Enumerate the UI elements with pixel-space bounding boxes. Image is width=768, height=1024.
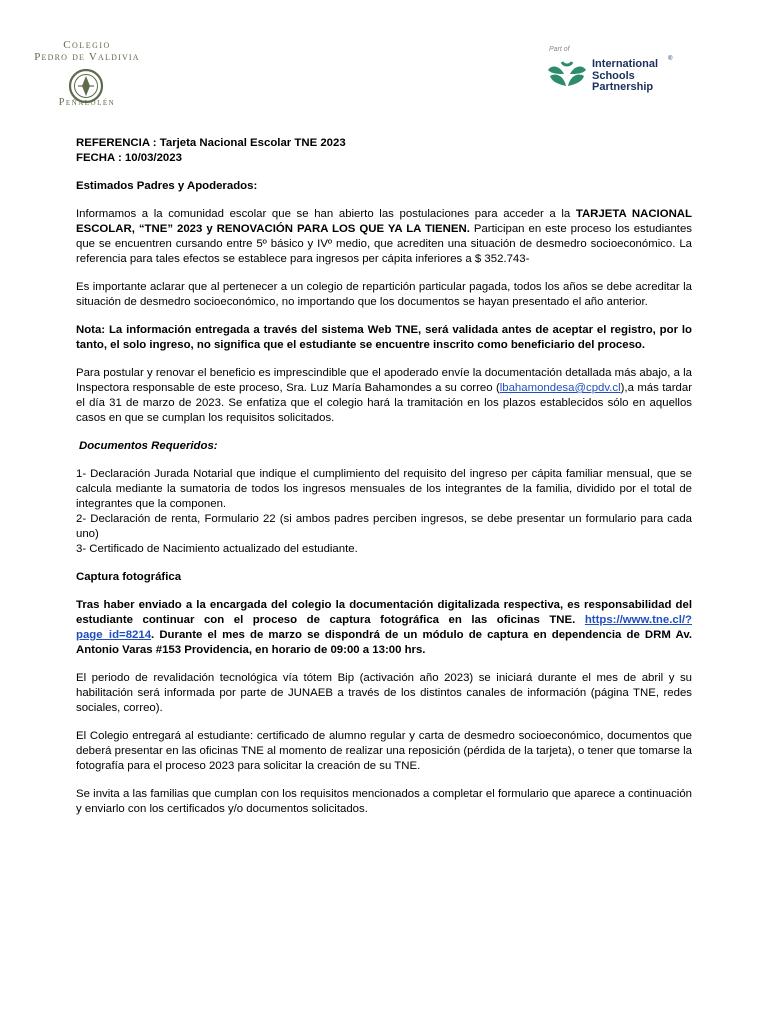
paragraph-photo-capture xyxy=(76,598,692,658)
school-name-line1: Colegio xyxy=(63,39,111,51)
paragraph-announcement xyxy=(76,207,692,267)
required-document-1: 1- Declaración Jurada Notarial que indique el cumplimiento del requisito del ingreso per cápita familiar mensual, que se calcula mediante la sumatoria de todos los ingresos mensuales de los integrantes de la familia, dividido por el total de integrantes que la componen. xyxy=(76,468,692,510)
announcement-highlight: TARJETA NACIONAL ESCOLAR, “TNE” 2023 y RENOVACIÓN PARA LOS QUE YA LA TIENEN. xyxy=(76,208,692,235)
isp-registered-mark: ® xyxy=(668,56,673,62)
required-document-3: 3- Certificado de Nacimiento actualizado del estudiante. xyxy=(76,543,358,555)
paragraph-revalidation: El periodo de revalidación tecnológica vía tótem Bip (activación año 2023) se iniciará durante el mes de abril y su habilitación será informada por parte de JUNAEB a través de los distintos canales de información (página TNE, redes sociales, correo). xyxy=(76,672,692,714)
date-line: FECHA : 10/03/2023 xyxy=(76,152,182,164)
photo-capture-title: Captura fotográfica xyxy=(76,571,182,583)
photo-capture-location: . Durante el mes de marzo se dispondrá de un módulo de captura en dependencia de DRM Av. Antonio Varas #153 Providencia, en horario de 09:00 a 13:00 hrs. xyxy=(76,629,692,656)
letter-body xyxy=(76,136,692,817)
paragraph-application xyxy=(76,366,692,426)
school-name xyxy=(22,40,152,63)
application-intro: Para postular y renovar el beneficio es imprescindible que el apoderado envíe la documentación detallada más abajo, a la Inspectora responsable de este proceso, Sra. Luz María Bahamondes a su correo ( xyxy=(76,367,692,394)
tne-website-link[interactable]: https://www.tne.cl/?page_id=8214 xyxy=(76,614,692,641)
photo-capture-intro: Tras haber enviado a la encargada del colegio la documentación digitalizada respectiva, es responsabilidad del estudiante continuar con el proceso de captura fotográfica en las oficinas TNE. xyxy=(76,599,692,626)
reference-line: REFERENCIA : Tarjeta Nacional Escolar TNE 2023 xyxy=(76,137,346,149)
required-documents-title: Documentos Requeridos: xyxy=(79,440,218,452)
isp-name-line2: Schools xyxy=(592,69,635,82)
school-place: Peñalolén xyxy=(58,97,116,108)
isp-name xyxy=(592,59,658,94)
application-deadline: ),a más tardar el día 31 de marzo de 2023. Se enfatiza que el colegio hará la tramitación en los plazos establecidos sólo en aquellos casos en que se cumplan los requisitos solicitados. xyxy=(76,382,692,424)
announcement-details: Participan en este proceso los estudiantes que se encuentren cursando entre 5º básico y IVº medio, que acrediten una situación de desmedro socioeconómico. La referencia para tales efectos se establece para ingresos per cápita inferiores a $ 352.743- xyxy=(76,223,692,265)
school-name-line2: Pedro de Valdivia xyxy=(34,51,140,63)
contact-email-link[interactable]: lbahamondesa@cpdv.cl xyxy=(499,382,621,394)
paragraph-note: Nota: La información entregada a través del sistema Web TNE, será validada antes de aceptar el registro, por lo tanto, el solo ingreso, no significa que el estudiante se encuentre inscrito como beneficiario del proceso. xyxy=(76,324,692,351)
isp-leaf-icon xyxy=(546,60,588,94)
isp-logo xyxy=(546,46,686,100)
school-logo xyxy=(22,40,152,112)
announcement-intro: Informamos a la comunidad escolar que se han abierto las postulaciones para acceder a la xyxy=(76,208,576,220)
required-document-2: 2- Declaración de renta, Formulario 22 (si ambos padres perciben ingresos, se debe presentar un formulario para cada uno) xyxy=(76,513,692,540)
isp-part-of-label: Part of xyxy=(549,46,570,53)
paragraph-invitation: Se invita a las familias que cumplan con los requisitos mencionados a completar el formulario que aparece a continuación y enviarlo con los certificados y/o documentos solicitados. xyxy=(76,788,692,815)
greeting: Estimados Padres y Apoderados: xyxy=(76,180,258,192)
paragraph-annual-accreditation: Es importante aclarar que al pertenecer a un colegio de repartición particular pagada, todos los años se debe acreditar la situación de desmedro socioeconómico, no importando que los documentos se hayan presentado el año anterior. xyxy=(76,281,692,308)
paragraph-school-certificates: El Colegio entregará al estudiante: certificado de alumno regular y carta de desmedro socioeconómico, documentos que deberá presentar en las oficinas TNE al momento de realizar una reposición (pérdida de la tarjeta), o tener que tomarse la fotografía para el proceso 2023 para solicitar la creación de su TNE. xyxy=(76,730,692,772)
isp-name-line1: International xyxy=(592,58,659,70)
isp-name-line3: Partnership xyxy=(592,81,654,93)
